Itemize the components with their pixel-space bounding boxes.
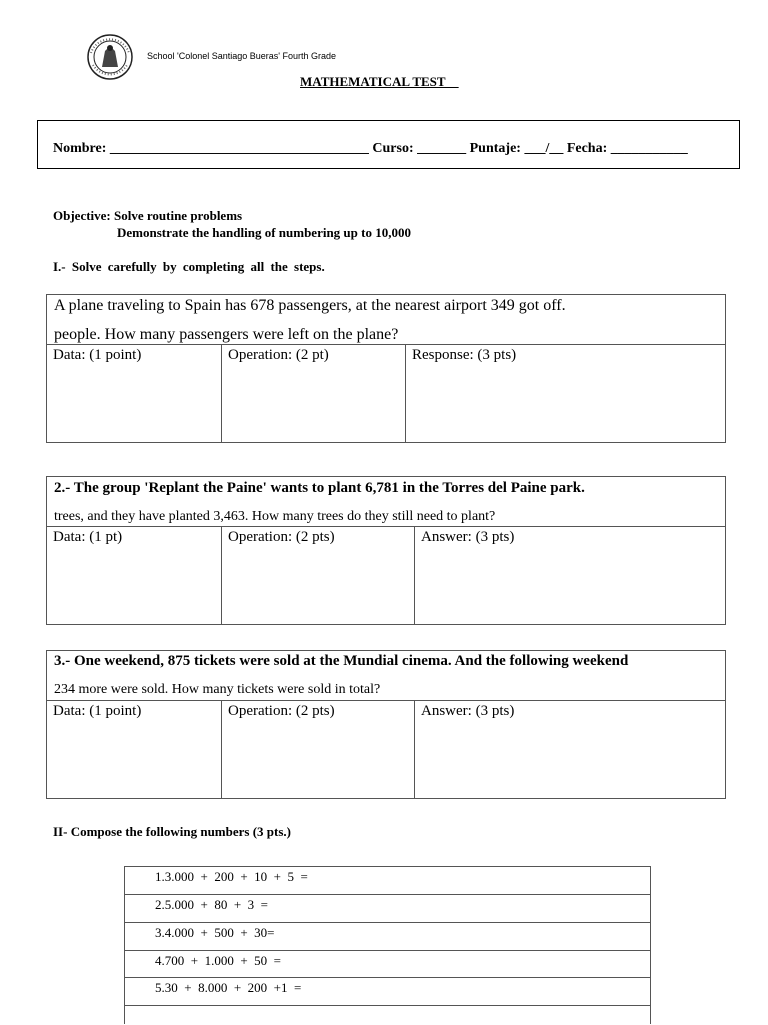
problem-1-data-cell[interactable] (47, 344, 221, 443)
problem-1-text-line-2: people. How many passengers were left on the plane? (54, 326, 399, 343)
problem-2-operation-cell[interactable] (221, 526, 414, 625)
compose-row-2[interactable] (125, 895, 650, 923)
problem-3-operation-cell[interactable] (221, 700, 414, 799)
problem-2-box (46, 476, 726, 625)
problem-3-box (46, 650, 726, 799)
problem-1-response-cell[interactable] (405, 344, 725, 443)
cell-label: Answer: (3 pts) (421, 703, 515, 719)
problem-3-answer-cell[interactable] (414, 700, 725, 799)
problem-3-text-line-2: 234 more were sold. How many tickets were sold in total? (54, 682, 381, 697)
cell-label: Response: (3 pts) (412, 347, 517, 363)
problem-2-data-cell[interactable] (47, 526, 221, 625)
problem-1-box (46, 294, 726, 443)
compose-expression: 5.30 + 8.000 + 200 +1 = (155, 980, 302, 995)
cell-label: Operation: (2 pts) (228, 703, 335, 719)
cell-label: Operation: (2 pts) (228, 529, 335, 545)
compose-row-5[interactable] (125, 978, 650, 1006)
compose-numbers-table (124, 866, 651, 1024)
compose-expression: 4.700 + 1.000 + 50 = (155, 953, 281, 968)
compose-expression: 3.4.000 + 500 + 30= (155, 925, 275, 940)
cell-label: Answer: (3 pts) (421, 529, 515, 545)
objective-line-2: Demonstrate the handling of numbering up to 10,000 (117, 225, 411, 240)
school-name: School 'Colonel Santiago Bueras' Fourth Grade (147, 51, 337, 61)
cell-label: Data: (1 point) (53, 347, 142, 363)
problem-1-operation-cell[interactable] (221, 344, 405, 443)
compose-row-3[interactable] (125, 923, 650, 951)
problem-2-answer-cell[interactable] (414, 526, 725, 625)
student-info-line[interactable]: Nombre: _____________________________________ Curso: _______ Puntaje: ___/__ Fecha: ___________ (53, 141, 688, 156)
compose-expression: 2.5.000 + 80 + 3 = (155, 897, 268, 912)
section-1-instruction: I.- Solve carefully by completing all the steps. (53, 259, 325, 274)
problem-2-text-line-2: trees, and they have planted 3,463. How many trees do they still need to plant? (54, 509, 496, 524)
section-2-instruction: II- Compose the following numbers (3 pts.) (53, 824, 291, 839)
school-seal-logo (85, 33, 135, 81)
objective-line-1: Objective: Solve routine problems (53, 208, 243, 223)
cell-label: Operation: (2 pt) (228, 347, 329, 363)
cell-label: Data: (1 pt) (53, 529, 123, 545)
cell-label: Data: (1 point) (53, 703, 142, 719)
test-title: MATHEMATICAL TEST__ (300, 74, 459, 89)
problem-2-text-line-1: 2.- The group 'Replant the Paine' wants to plant 6,781 in the Torres del Paine park. (54, 480, 585, 496)
problem-1-text-line-1: A plane traveling to Spain has 678 passengers, at the nearest airport 349 got off. (54, 297, 566, 314)
problem-3-data-cell[interactable] (47, 700, 221, 799)
problem-3-text-line-1: 3.- One weekend, 875 tickets were sold at the Mundial cinema. And the following weekend (54, 653, 629, 669)
compose-row-1[interactable] (125, 867, 650, 895)
compose-expression: 1.3.000 + 200 + 10 + 5 = (155, 869, 308, 884)
compose-row-6[interactable] (125, 1006, 650, 1025)
compose-row-4[interactable] (125, 951, 650, 978)
